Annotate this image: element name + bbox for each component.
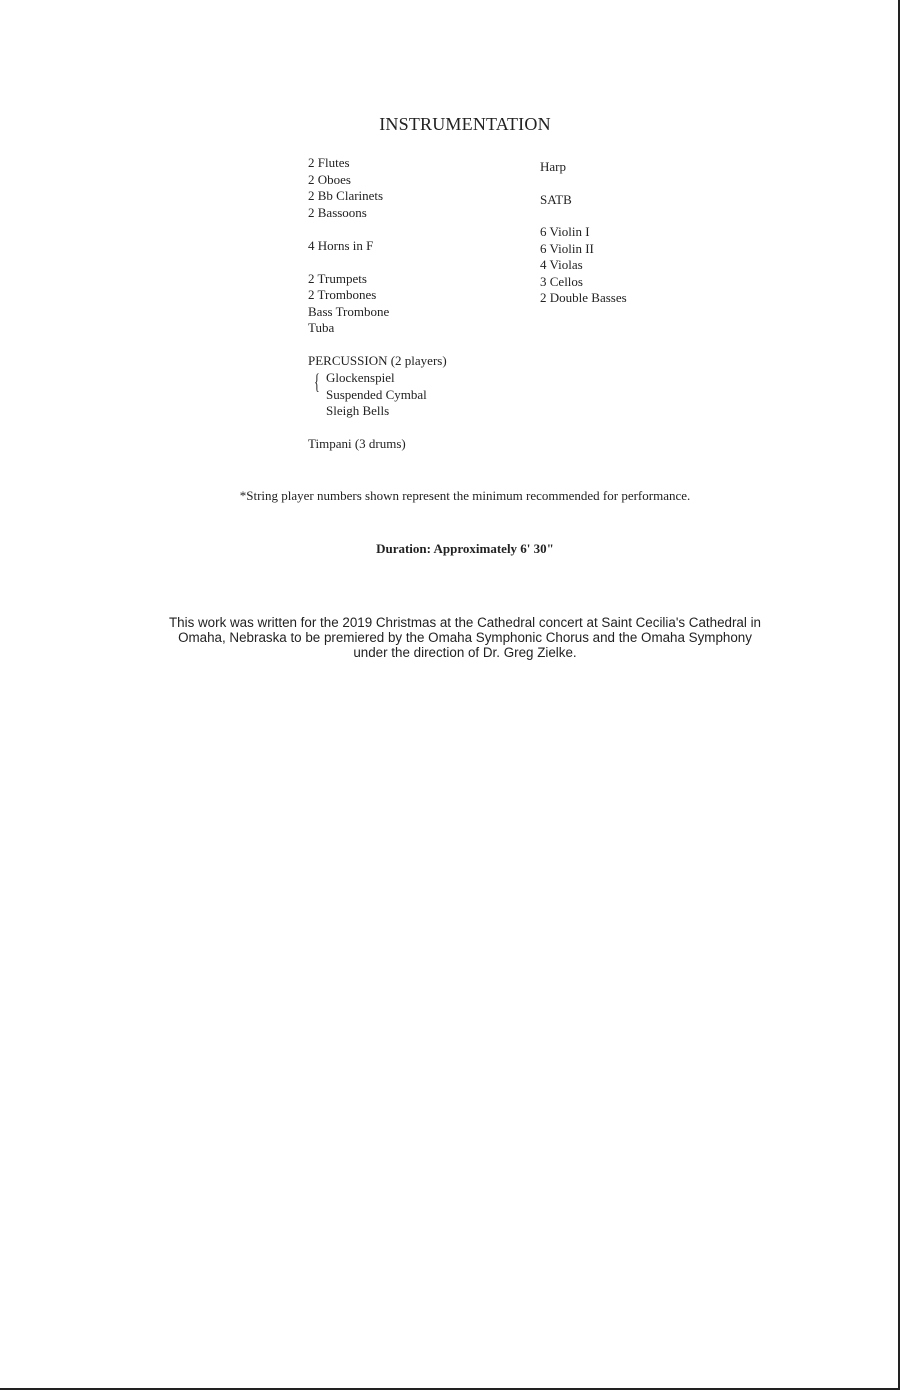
instrument-timpani: Timpani (3 drums) (308, 436, 406, 451)
instrument-trombones: 2 Trombones (308, 287, 377, 302)
instrument-tuba: Tuba (308, 320, 335, 335)
instrument-oboes: 2 Oboes (308, 172, 351, 187)
instrument-cellos: 3 Cellos (540, 274, 583, 289)
instrument-double-basses: 2 Double Basses (540, 290, 627, 305)
string-footnote: *String player numbers shown represent the minimum recommended for performance. (239, 488, 691, 503)
instrument-satb: SATB (540, 192, 572, 207)
instrument-bass-trombone: Bass Trombone (308, 304, 390, 319)
dedication-line: This work was written for the 2019 Christmas at the Cathedral concert at Saint Cecilia's Cathedral in (168, 615, 761, 630)
dedication-line: under the direction of Dr. Greg Zielke. (353, 645, 577, 660)
dedication-line: Omaha, Nebraska to be premiered by the Omaha Symphonic Chorus and the Omaha Symphony (178, 630, 752, 645)
instrument-harp: Harp (540, 159, 566, 174)
instrument-bassoons: 2 Bassoons (308, 205, 367, 220)
percussion-brace: { (314, 369, 320, 394)
instrument-clarinets: 2 Bb Clarinets (308, 188, 384, 203)
page-title: INSTRUMENTATION (379, 114, 551, 134)
instrument-flutes: 2 Flutes (308, 155, 350, 170)
instrument-violin-2: 6 Violin II (540, 241, 594, 256)
instrument-horns: 4 Horns in F (308, 238, 374, 253)
percussion-heading: PERCUSSION (2 players) (308, 353, 447, 368)
duration: Duration: Approximately 6' 30" (376, 541, 554, 556)
instrument-trumpets: 2 Trumpets (308, 271, 367, 286)
instrument-violin-1: 6 Violin I (540, 224, 590, 239)
percussion-glockenspiel: Glockenspiel (326, 370, 395, 385)
dedication (130, 615, 800, 660)
instrument-violas: 4 Violas (540, 257, 583, 272)
percussion-sleigh-bells: Sleigh Bells (326, 403, 390, 418)
percussion-suspended-cymbal: Suspended Cymbal (326, 387, 427, 402)
